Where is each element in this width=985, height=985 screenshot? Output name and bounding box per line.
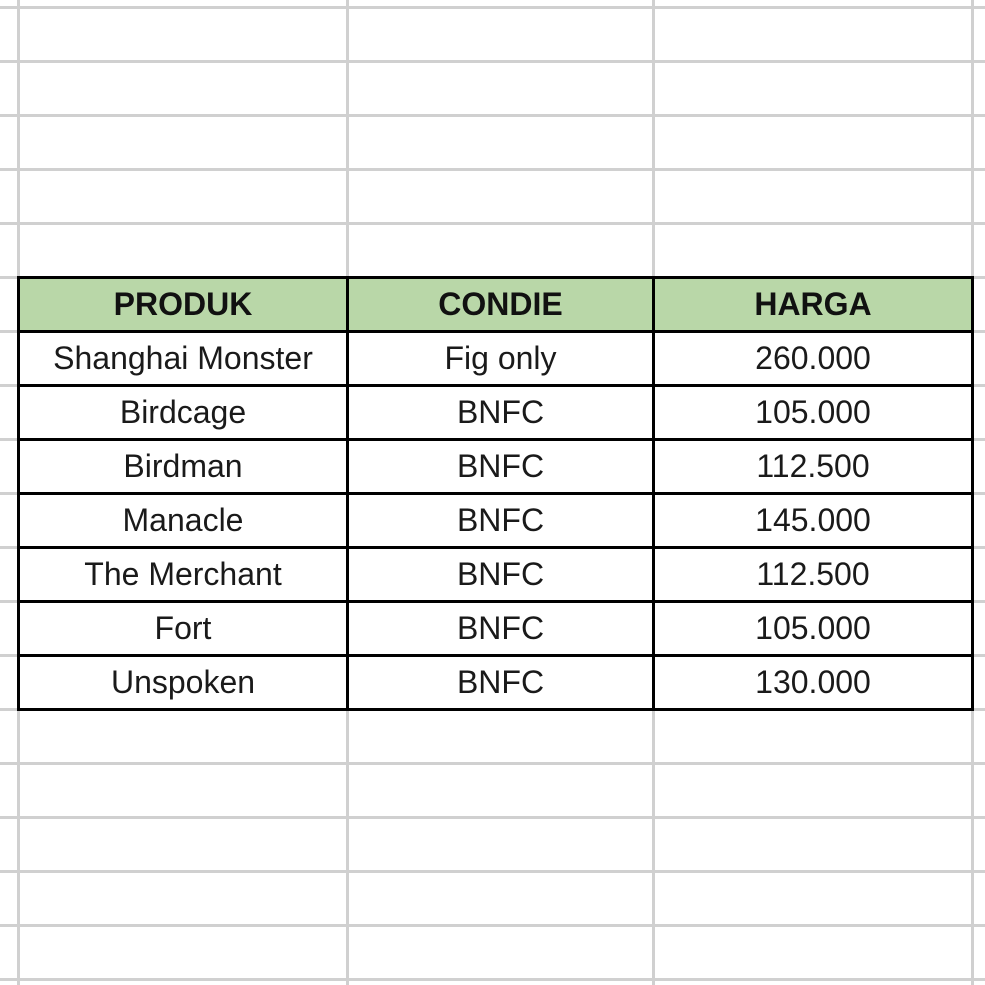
table-border-horizontal — [17, 384, 974, 387]
cell-harga[interactable]: 130.000 — [755, 664, 871, 700]
cell-condie[interactable]: BNFC — [456, 448, 545, 484]
cell-produk[interactable]: The Merchant — [84, 556, 282, 592]
table-border-horizontal — [17, 492, 974, 495]
cell-harga[interactable]: 145.000 — [755, 502, 871, 538]
cell-produk[interactable]: Fort — [154, 610, 212, 646]
gridline-horizontal — [0, 762, 985, 765]
gridline-horizontal — [0, 168, 985, 171]
header-cell-produk[interactable]: PRODUK — [20, 279, 346, 330]
cell-harga[interactable]: 112.500 — [756, 556, 870, 592]
cell-harga[interactable]: 105.000 — [755, 610, 871, 646]
gridline-horizontal — [0, 870, 985, 873]
cell-condie[interactable]: BNFC — [456, 502, 545, 538]
cell-produk[interactable]: Manacle — [122, 502, 244, 538]
table-border-horizontal — [17, 600, 974, 603]
cell-condie[interactable]: BNFC — [456, 664, 545, 700]
table-border-horizontal — [17, 546, 974, 549]
table-border-horizontal — [17, 330, 974, 333]
header-cell-harga[interactable]: HARGA — [655, 279, 971, 330]
gridline-horizontal — [0, 816, 985, 819]
table-border-horizontal — [17, 438, 974, 441]
cell-produk[interactable]: Birdcage — [119, 394, 247, 430]
cell-produk[interactable]: Unspoken — [110, 664, 256, 700]
cell-harga[interactable]: 112.500 — [756, 448, 870, 484]
table-border-horizontal — [17, 654, 974, 657]
gridline-horizontal — [0, 978, 985, 981]
cell-harga[interactable]: 260.000 — [755, 340, 871, 376]
gridline-horizontal — [0, 60, 985, 63]
gridline-horizontal — [0, 114, 985, 117]
cell-harga[interactable]: 105.000 — [755, 394, 871, 430]
gridline-horizontal — [0, 6, 985, 9]
table-border-horizontal — [17, 276, 974, 279]
header-cell-condie[interactable]: CONDIE — [349, 279, 652, 330]
gridline-horizontal — [0, 222, 985, 225]
gridline-horizontal — [0, 924, 985, 927]
table-border-horizontal — [17, 708, 974, 711]
cell-condie[interactable]: BNFC — [456, 610, 545, 646]
cell-condie[interactable]: Fig only — [444, 340, 557, 376]
cell-condie[interactable]: BNFC — [456, 556, 545, 592]
cell-condie[interactable]: BNFC — [456, 394, 545, 430]
cell-produk[interactable]: Birdman — [123, 448, 243, 484]
cell-produk[interactable]: Shanghai Monster — [53, 340, 313, 376]
